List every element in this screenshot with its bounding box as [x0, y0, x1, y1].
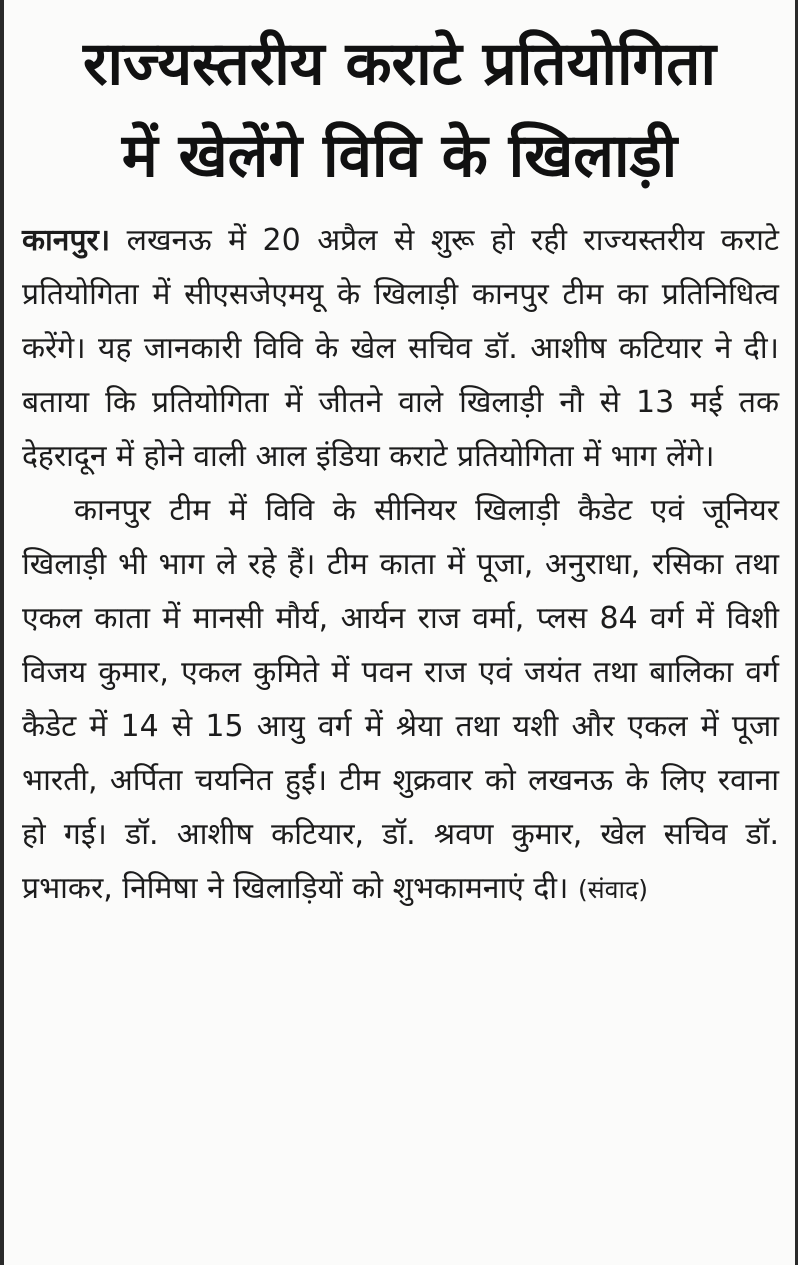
- headline-line-2: में खेलेंगे विवि के खिलाड़ी: [121, 121, 678, 191]
- headline-line-1: राज्यस्तरीय कराटे प्रतियोगिता: [82, 29, 717, 99]
- headline: [4, 0, 795, 202]
- paragraph-1: [22, 214, 779, 484]
- news-credit: (संवाद): [577, 875, 649, 904]
- paragraph-2: [22, 484, 779, 917]
- article-body: [4, 202, 795, 917]
- dateline: कानपुर।: [22, 223, 111, 258]
- paragraph-2-text: कानपुर टीम में विवि के सीनियर खिलाड़ी कैडेट एवं जूनियर खिलाड़ी भी भाग ले रहे हैं। टीम काता में पूजा, अनुराधा, रसिका तथा एकल काता में मानसी मौर्य, आर्यन राज वर्मा, प्लस 84 वर्ग में विशी विजय कुमार, एकल कुमिते में पवन राज एवं जयंत तथा बालिका वर्ग कैडेट में 14 से 15 आयु वर्ग में श्रेया तथा यशी और एकल में पूजा भारती, अर्पिता चयनित हुईं। टीम शुक्रवार को लखनऊ के लिए रवाना हो गई। डॉ. आशीष कटियार, डॉ. श्रवण कुमार, खेल सचिव डॉ. प्रभाकर, निमिषा ने खिलाड़ियों को शुभकामनाएं दी।: [22, 493, 779, 906]
- paragraph-1-text: लखनऊ में 20 अप्रैल से शुरू हो रही राज्यस्तरीय कराटे प्रतियोगिता में सीएसजेएमयू के खिलाड़ी कानपुर टीम का प्रतिनिधित्व करेंगे। यह जानकारी विवि के खेल सचिव डॉ. आशीष कटियार ने दी। बताया कि प्रतियोगिता में जीतने वाले खिलाड़ी नौ से 13 मई तक देहरादून में होने वाली आल इंडिया कराटे प्रतियोगिता में भाग लेंगे।: [22, 223, 779, 474]
